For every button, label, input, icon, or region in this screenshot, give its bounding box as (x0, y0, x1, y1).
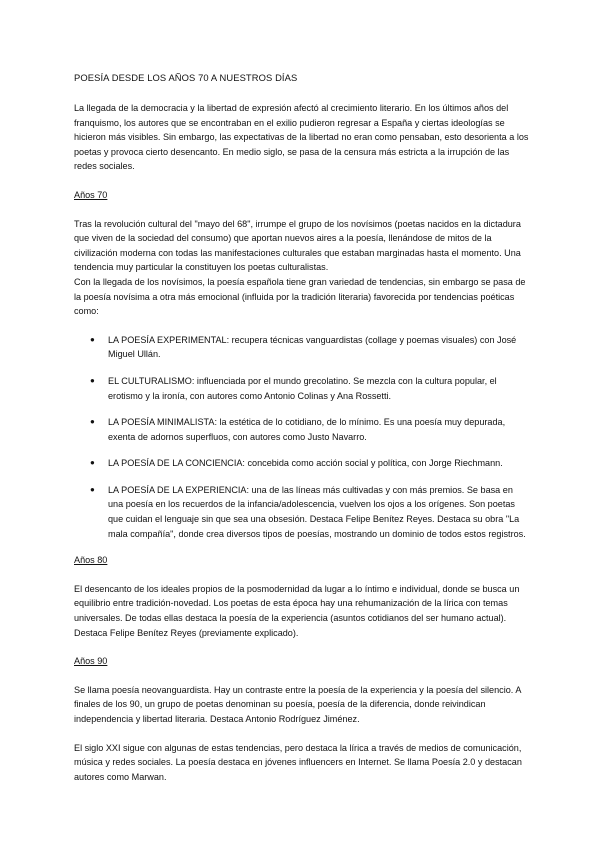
intro-paragraph: La llegada de la democracia y la libertad de expresión afectó al crecimiento literario. En los últimos años del franquismo, los autores que se encontraban en el exilio pudieron regresar a España y ciertas ideologías se hicieron más visibles. Sin embargo, las expectativas de la libertad no eran como pensaban, esto desorienta a los poetas y provoca cierto desencanto. En medio siglo, se pasa de la censura más estricta a la irrupción de las redes sociales. (74, 103, 529, 172)
tendencies-list (88, 333, 530, 542)
section-80-paragraph: El desencanto de los ideales propios de la posmodernidad da lugar a lo íntimo e individual, donde se busca un equilibrio entre tradición-novedad. Los poetas de esta época hay una rehumanización de la lírica con temas universales. De todas ellas destaca la poesía de la experiencia (asuntos cotidianos del ser humano actual). Destaca Felipe Benítez Reyes (previamente explicado). (74, 583, 520, 638)
list-item (88, 483, 530, 541)
page-title: POESÍA DESDE LOS AÑOS 70 A NUESTROS DÍAS (74, 72, 298, 83)
bullet-icon: ● (90, 458, 95, 468)
list-item-text: LA POESÍA EXPERIMENTAL: recupera técnicas vanguardistas (collage y poemas visuales) con José Miguel Ullán. (108, 334, 517, 360)
list-item-text: EL CULTURALISMO: influenciada por el mundo grecolatino. Se mezcla con la cultura popular, el erotismo y la ironía, con autores como Antonio Colinas y Ana Rossetti. (108, 375, 497, 401)
section-90-paragraph-2: El siglo XXI sigue con algunas de estas tendencias, pero destaca la lírica a través de medios de comunicación, música y redes sociales. La poesía destaca en jóvenes influencers en Internet. Se llama Poesía 2.0 y destacan autores como Marwan. (74, 742, 522, 782)
section-heading-70: Años 70 (74, 189, 108, 200)
list-item-text: LA POESÍA DE LA EXPERIENCIA: una de las líneas más cultivadas y con más premios. Se basa en una poesía en los recuerdos de la infancia/adolescencia, vuelven los ojos a los orígenes. Son poetas que cuidan el lenguaje sin que sea una obsesión. Destaca Felipe Benítez Reyes. Destaca su obra "La mala compañía", donde crea diversos tipos de poesías, mostrando un dominio de todos estos registros. (108, 484, 526, 539)
section-70-paragraph-1: Tras la revolución cultural del "mayo del 68", irrumpe el grupo de los novísimos (poetas nacidos en la dictadura que viven de la sociedad del consumo) que aportan nuevos aires a la poesía, llenándose de mitos de la civilización moderna con todas las manifestaciones culturales que estaban marginadas hasta el momento. Una tendencia muy particular la constituyen los poetas culturalistas. (74, 218, 521, 273)
section-70-paragraph-2: Con la llegada de los novísimos, la poesía española tiene gran variedad de tendencias, sin embargo se pasa de la poesía novísima a otra más emocional (influida por la tradición literaria) favorecida por tendencias poéticas como: (74, 276, 526, 317)
list-item (88, 333, 530, 362)
bullet-icon: ● (90, 375, 95, 385)
bullet-icon: ● (90, 417, 95, 427)
list-item (88, 415, 530, 444)
section-90-paragraph-1: Se llama poesía neovanguardista. Hay un contraste entre la poesía de la experiencia y la poesía del silencio. A finales de los 90, un grupo de poetas denominan su poesía, poesía de la diferencia, donde reivindican independencia y libertad literaria. Destaca Antonio Rodríguez Jiménez. (74, 684, 521, 724)
document-content (74, 72, 530, 784)
section-heading-80: Años 80 (74, 555, 108, 566)
bullet-icon: ● (90, 334, 95, 344)
list-item-text: LA POESÍA MINIMALISTA: la estética de lo cotidiano, de lo mínimo. Es una poesía muy depurada, exenta de adornos superfluos, con autores como Justo Navarro. (108, 417, 506, 442)
bullet-icon: ● (90, 484, 95, 494)
section-heading-90: Años 90 (74, 656, 108, 667)
list-item (88, 374, 530, 403)
list-item (88, 456, 530, 471)
list-item-text: LA POESÍA DE LA CONCIENCIA: concebida como acción social y política, con Jorge Riechmann. (108, 458, 503, 469)
